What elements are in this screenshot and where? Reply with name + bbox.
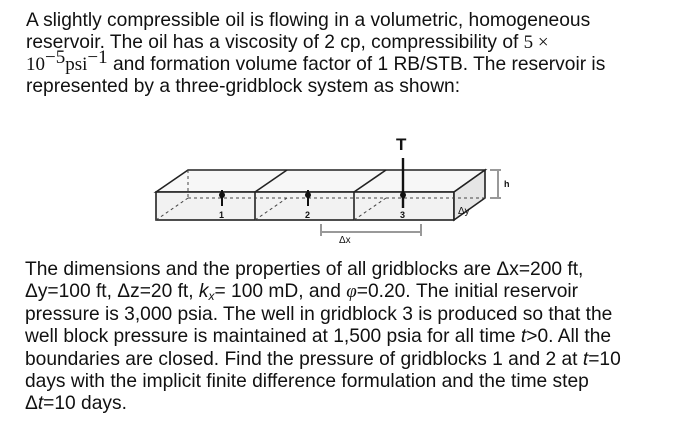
statement-line-6: days with the implicit finite difference formulation and the time step <box>25 370 589 392</box>
intro-line-1: A slightly compressible oil is flowing in a volumetric, homogeneous <box>26 10 591 31</box>
problem-statement <box>25 259 621 416</box>
gridblock-diagram <box>140 128 530 246</box>
dy-label: Δy <box>458 206 470 217</box>
statement-line-3: pressure is 3,000 psia. The well in gridblock 3 is produced so that the <box>25 303 613 325</box>
problem-intro <box>26 10 605 98</box>
statement-line-5: boundaries are closed. Find the pressure of gridblocks 1 and 2 at t=10 <box>25 348 621 370</box>
statement-line-1: The dimensions and the properties of all gridblocks are Δx=200 ft, <box>25 259 584 280</box>
block-top-face <box>156 170 485 192</box>
dx-label: Δx <box>339 235 351 246</box>
block-1-label: 1 <box>219 210 225 220</box>
block-2-label: 2 <box>305 210 311 220</box>
well-head-icon: T <box>396 135 407 154</box>
h-label: h <box>504 179 510 189</box>
intro-line-4: represented by a three-gridblock system as shown: <box>26 76 461 97</box>
statement-line-2: Δy=100 ft, Δz=20 ft, $k_x= 100$ mD, and φ=0.20. The initial reservoir <box>25 281 579 304</box>
statement-line-4: well block pressure is maintained at 1,500 psia for all time t>0. All the <box>25 326 612 348</box>
statement-line-7: Δt=10 days. <box>25 393 127 415</box>
intro-line-2: reservoir. The oil has a viscosity of 2 cp, compressibility of 5 × <box>26 32 549 53</box>
block-3-label: 3 <box>400 210 406 220</box>
intro-line-3: $10^{-5}psi^{-1}$ and formation volume factor of 1 RB/STB. The reservoir is <box>26 47 606 75</box>
